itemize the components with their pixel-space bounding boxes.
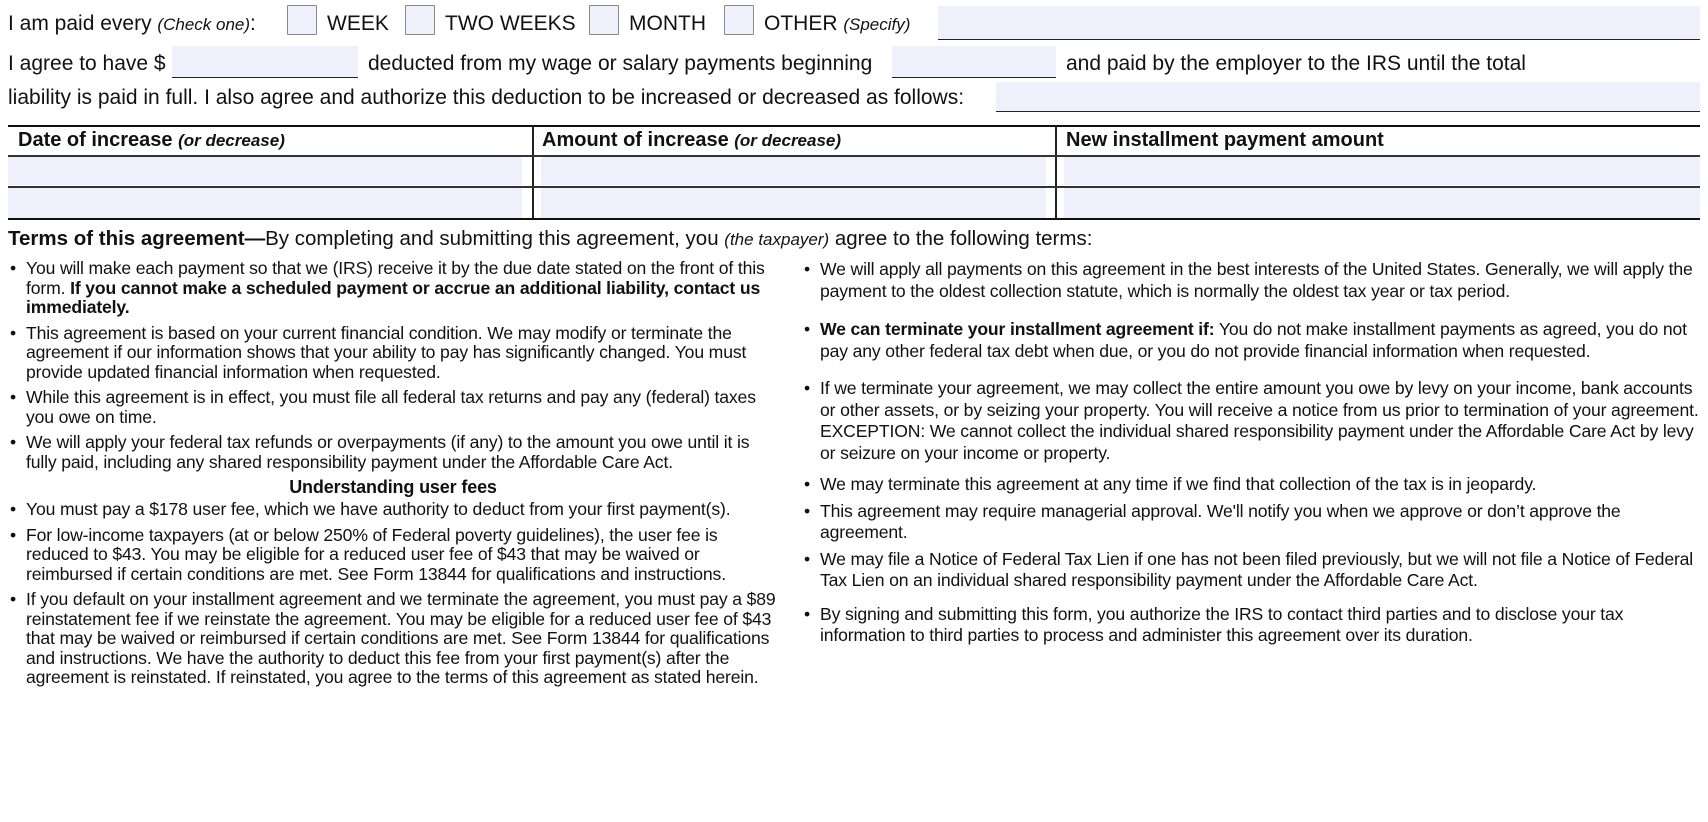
pay-frequency-hint: (Check one) — [157, 15, 251, 34]
checkbox-two-weeks[interactable] — [405, 5, 435, 35]
bullet-icon: • — [10, 387, 17, 407]
terms-left-column — [8, 259, 778, 688]
term-item — [8, 324, 778, 383]
row2-new-amount-input[interactable] — [1064, 188, 1700, 218]
term-item — [802, 604, 1702, 647]
fee-item — [8, 500, 778, 520]
terms-heading-text: By completing and submitting this agreement, you — [265, 227, 725, 250]
fee-item — [8, 526, 778, 585]
term-item — [802, 474, 1702, 496]
deduction-amount-input[interactable] — [172, 46, 358, 78]
term-text: We will apply all payments on this agreement in the best interests of the United States. Generally, we will apply the payment to the oldest collection statute, which is normally the oldest tax year or tax period. — [820, 259, 1693, 301]
terms-right-column — [802, 259, 1702, 647]
option-month-label: MONTH — [629, 12, 706, 35]
fee-text: If you default on your installment agreement and we terminate the agreement, you must pay a $89 reinstatement fee if we reinstate the agreement. You may be eligible for a reduced user fee of $43 that may be waived or reimbursed if certain conditions are met. See Form 13844 for qualifications and instructions. We have the authority to deduct this fee from your first payment(s) after the agreement is reinstated. If reinstated, you agree to the terms of this agreement as stated herein. — [26, 589, 776, 687]
checkbox-week[interactable] — [287, 5, 317, 35]
term-item — [802, 501, 1702, 544]
term-item — [802, 549, 1702, 592]
term-bold-text: We can terminate your installment agreement if: — [820, 319, 1215, 339]
table-bottom-border — [8, 218, 1700, 220]
term-item — [802, 319, 1702, 362]
deduction-prefix: I agree to have $ — [8, 52, 166, 75]
term-text: By signing and submitting this form, you authorize the IRS to contact third parties and to disclose your tax information to third parties to process and administer this agreement over its duration. — [820, 603, 1624, 645]
row2-amount-input[interactable] — [541, 188, 1046, 218]
table-column-divider — [532, 126, 534, 219]
term-text: We may terminate this agreement at any time if we find that collection of the tax is in jeopardy. — [820, 474, 1537, 494]
term-text: We will apply your federal tax refunds or overpayments (if any) to the amount you owe until it is fully paid, including any shared responsibility payment under the Affordable Care Act. — [26, 432, 750, 472]
checkbox-other[interactable] — [724, 5, 754, 35]
bullet-icon: • — [804, 500, 811, 521]
option-two-weeks-label: TWO WEEKS — [445, 12, 576, 35]
deduction-start-date-input[interactable] — [892, 46, 1056, 78]
table-column-divider — [1055, 126, 1057, 219]
bullet-icon: • — [10, 499, 17, 519]
term-item — [8, 433, 778, 472]
term-item — [8, 388, 778, 427]
bullet-icon: • — [804, 474, 811, 494]
column-header-date — [18, 128, 285, 153]
term-item — [8, 259, 778, 318]
column-header-amount — [542, 128, 841, 153]
column-header-new-amount-label: New installment payment amount — [1066, 129, 1384, 151]
deduction-middle-text: deducted from my wage or salary payments beginning — [368, 52, 873, 75]
column-header-amount-hint: (or decrease) — [734, 131, 842, 150]
terms-heading — [8, 227, 1092, 252]
bullet-icon: • — [10, 432, 17, 452]
term-item — [802, 378, 1702, 464]
table-top-border — [8, 125, 1700, 127]
pay-frequency-label — [8, 12, 256, 37]
terms-heading-italic: (the taxpayer) — [724, 230, 830, 249]
term-item — [802, 259, 1702, 302]
bullet-icon: • — [10, 589, 17, 609]
option-other-text: OTHER — [764, 12, 838, 35]
bullet-icon: • — [804, 378, 811, 398]
term-text: While this agreement is in effect, you must file all federal tax returns and pay any (federal) taxes you owe on time. — [26, 387, 756, 427]
user-fees-heading: Understanding user fees — [289, 477, 497, 497]
deduction-line2-text: liability is paid in full. I also agree and authorize this deduction to be increased or decreased as follows: — [8, 86, 965, 109]
term-text: You will make each payment so that we (IRS) receive it by the due date stated on the front of this form. — [26, 258, 765, 298]
other-frequency-input[interactable] — [938, 6, 1700, 40]
bullet-icon: • — [804, 259, 811, 279]
bullet-icon: • — [10, 322, 17, 343]
row1-amount-input[interactable] — [541, 157, 1046, 185]
term-text: We may file a Notice of Federal Tax Lien if one has not been filed previously, but we will not file a Notice of Federal Tax Lien on an individual shared responsibility payment under the Affordable Care Act. — [820, 548, 1694, 590]
term-text: This agreement is based on your current financial condition. We may modify or terminate the agreement if our information shows that your ability to pay has significantly changed. You must provide updated financial information when requested. — [26, 322, 747, 382]
fee-item — [8, 590, 778, 688]
bullet-icon: • — [10, 524, 17, 545]
term-text: If we terminate your agreement, we may collect the entire amount you owe by levy on your income, bank accounts or other assets, or by seizing your property. You will receive a notice from us prior to termination of your agreement. EXCEPTION: We cannot collect the individual shared responsibility payment under the Affordable Care Act by levy or seizure on your income or property. — [820, 378, 1699, 463]
row1-date-input[interactable] — [8, 157, 522, 185]
fee-text: For low-income taxpayers (at or below 250% of Federal poverty guidelines), the user fee is reduced to $43. You may be eligible for a reduced user fee of $43 that may be waived or reimbursed if certain conditions are met. See Form 13844 for qualifications and instructions. — [26, 524, 726, 584]
pay-frequency-label-text: I am paid every — [8, 12, 152, 35]
fee-text: You must pay a $178 user fee, which we have authority to deduct from your first payment(s). — [26, 499, 731, 519]
specify-hint: (Specify) — [843, 15, 911, 34]
column-header-new-amount — [1066, 128, 1384, 152]
checkbox-month[interactable] — [589, 5, 619, 35]
term-bold-text: If you cannot make a scheduled payment or accrue an additional liability, contact us immediately. — [26, 277, 761, 317]
bullet-icon: • — [10, 258, 17, 278]
adjustment-terms-input[interactable] — [996, 82, 1700, 112]
column-header-date-label: Date of increase — [18, 129, 173, 151]
row2-date-input[interactable] — [8, 188, 522, 218]
option-week-label: WEEK — [327, 12, 389, 35]
column-header-date-hint: (or decrease) — [178, 131, 285, 150]
colon: : — [250, 12, 256, 35]
row1-new-amount-input[interactable] — [1064, 157, 1700, 185]
column-header-amount-label: Amount of increase — [542, 129, 729, 151]
bullet-icon: • — [804, 548, 811, 569]
terms-heading-end: agree to the following terms: — [829, 227, 1093, 250]
terms-heading-bold: Terms of this agreement— — [8, 227, 266, 250]
term-text: You do not make installment payments as agreed, you do not pay any other federal tax debt when due, or you do not provide financial information when requested. — [820, 319, 1687, 361]
deduction-suffix-text: and paid by the employer to the IRS until the total — [1066, 52, 1526, 75]
bullet-icon: • — [804, 603, 811, 624]
option-other-label — [764, 12, 910, 37]
term-text: This agreement may require managerial approval. We'll notify you when we approve or don’t approve the agreement. — [820, 500, 1621, 542]
bullet-icon: • — [804, 319, 811, 339]
